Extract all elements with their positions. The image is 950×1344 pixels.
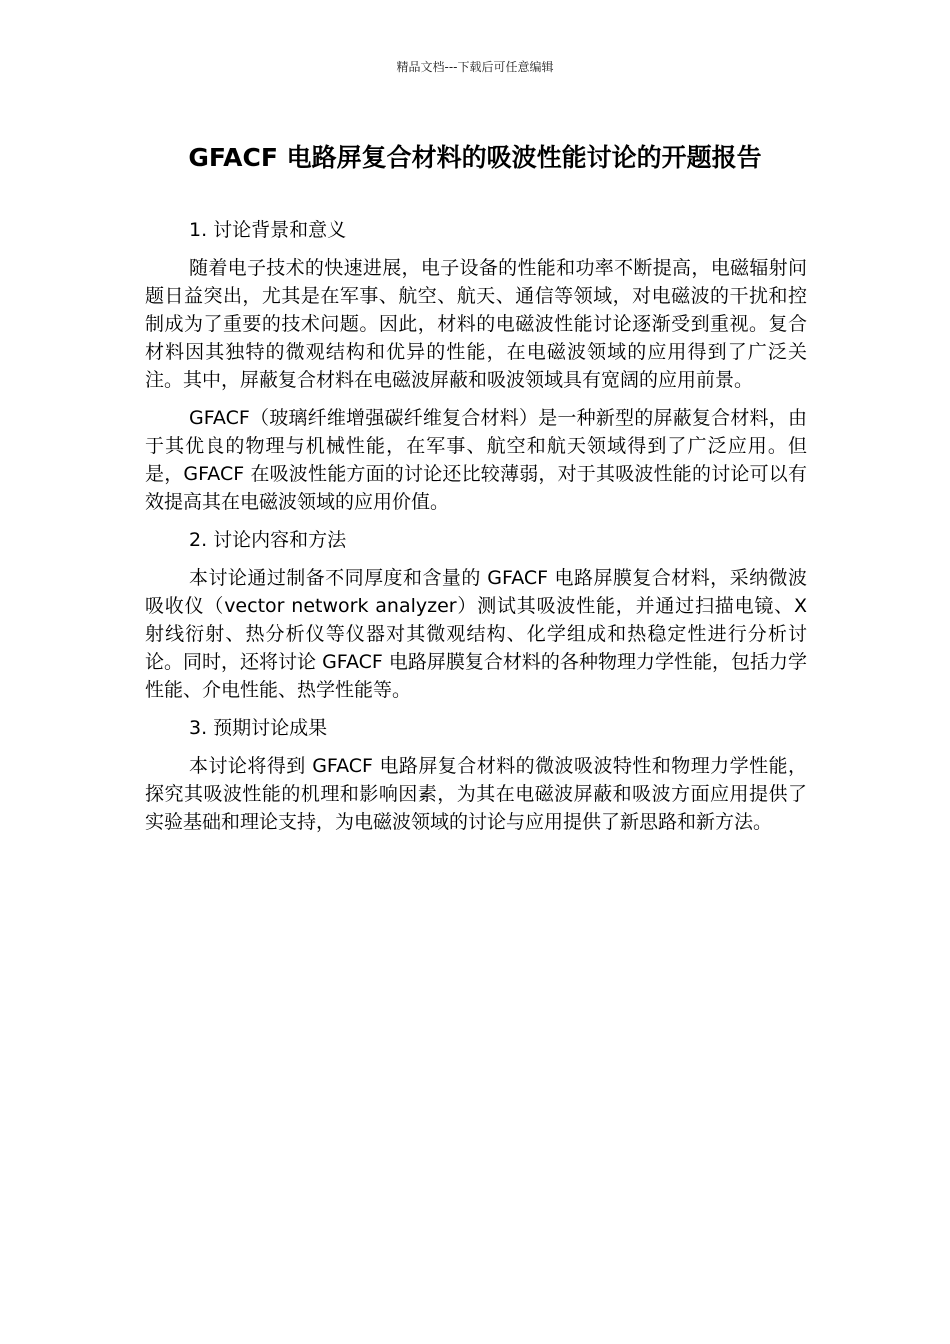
section-heading-methods: 2. 讨论内容和方法 <box>189 529 347 551</box>
document-body <box>145 216 807 846</box>
paragraph-background-2: GFACF（玻璃纤维增强碳纤维复合材料）是一种新型的屏蔽复合材料，由于其优良的物理与机械性能，在军事、航空和航天领域得到了广泛应用。但是，GFACF 在吸波性能方面的讨论还比较薄弱，对于其吸波性能的讨论可以有效提高其在电磁波领域的应用价值。 <box>145 407 807 513</box>
paragraph-expected-results: 本讨论将得到 GFACF 电路屏复合材料的微波吸波特性和物理力学性能，探究其吸波性能的机理和影响因素，为其在电磁波屏蔽和吸波方面应用提供了实验基础和理论支持，为电磁波领域的讨论与应用提供了新思路和新方法。 <box>145 755 807 833</box>
section-heading-expected-results: 3. 预期讨论成果 <box>189 717 328 739</box>
document-title: GFACF 电路屏复合材料的吸波性能讨论的开题报告 <box>188 143 762 172</box>
section-heading-background: 1. 讨论背景和意义 <box>189 219 347 241</box>
paragraph-methods: 本讨论通过制备不同厚度和含量的 GFACF 电路屏膜复合材料，采纳微波吸收仪（vector network analyzer）测试其吸波性能，并通过扫描电镜、X 射线衍射、热分析仪等仪器对其微观结构、化学组成和热稳定性进行分析讨论。同时，还将讨论 GFACF 电路屏膜复合材料的各种物理力学性能，包括力学性能、介电性能、热学性能等。 <box>145 567 807 701</box>
page-header: 精品文档---下载后可任意编辑 <box>396 60 554 74</box>
paragraph-background-1: 随着电子技术的快速进展，电子设备的性能和功率不断提高，电磁辐射问题日益突出，尤其是在军事、航空、航天、通信等领域，对电磁波的干扰和控制成为了重要的技术问题。因此，材料的电磁波性能讨论逐渐受到重视。复合材料因其独特的微观结构和优异的性能，在电磁波领域的应用得到了广泛关注。其中，屏蔽复合材料在电磁波屏蔽和吸波领域具有宽阔的应用前景。 <box>145 257 807 391</box>
